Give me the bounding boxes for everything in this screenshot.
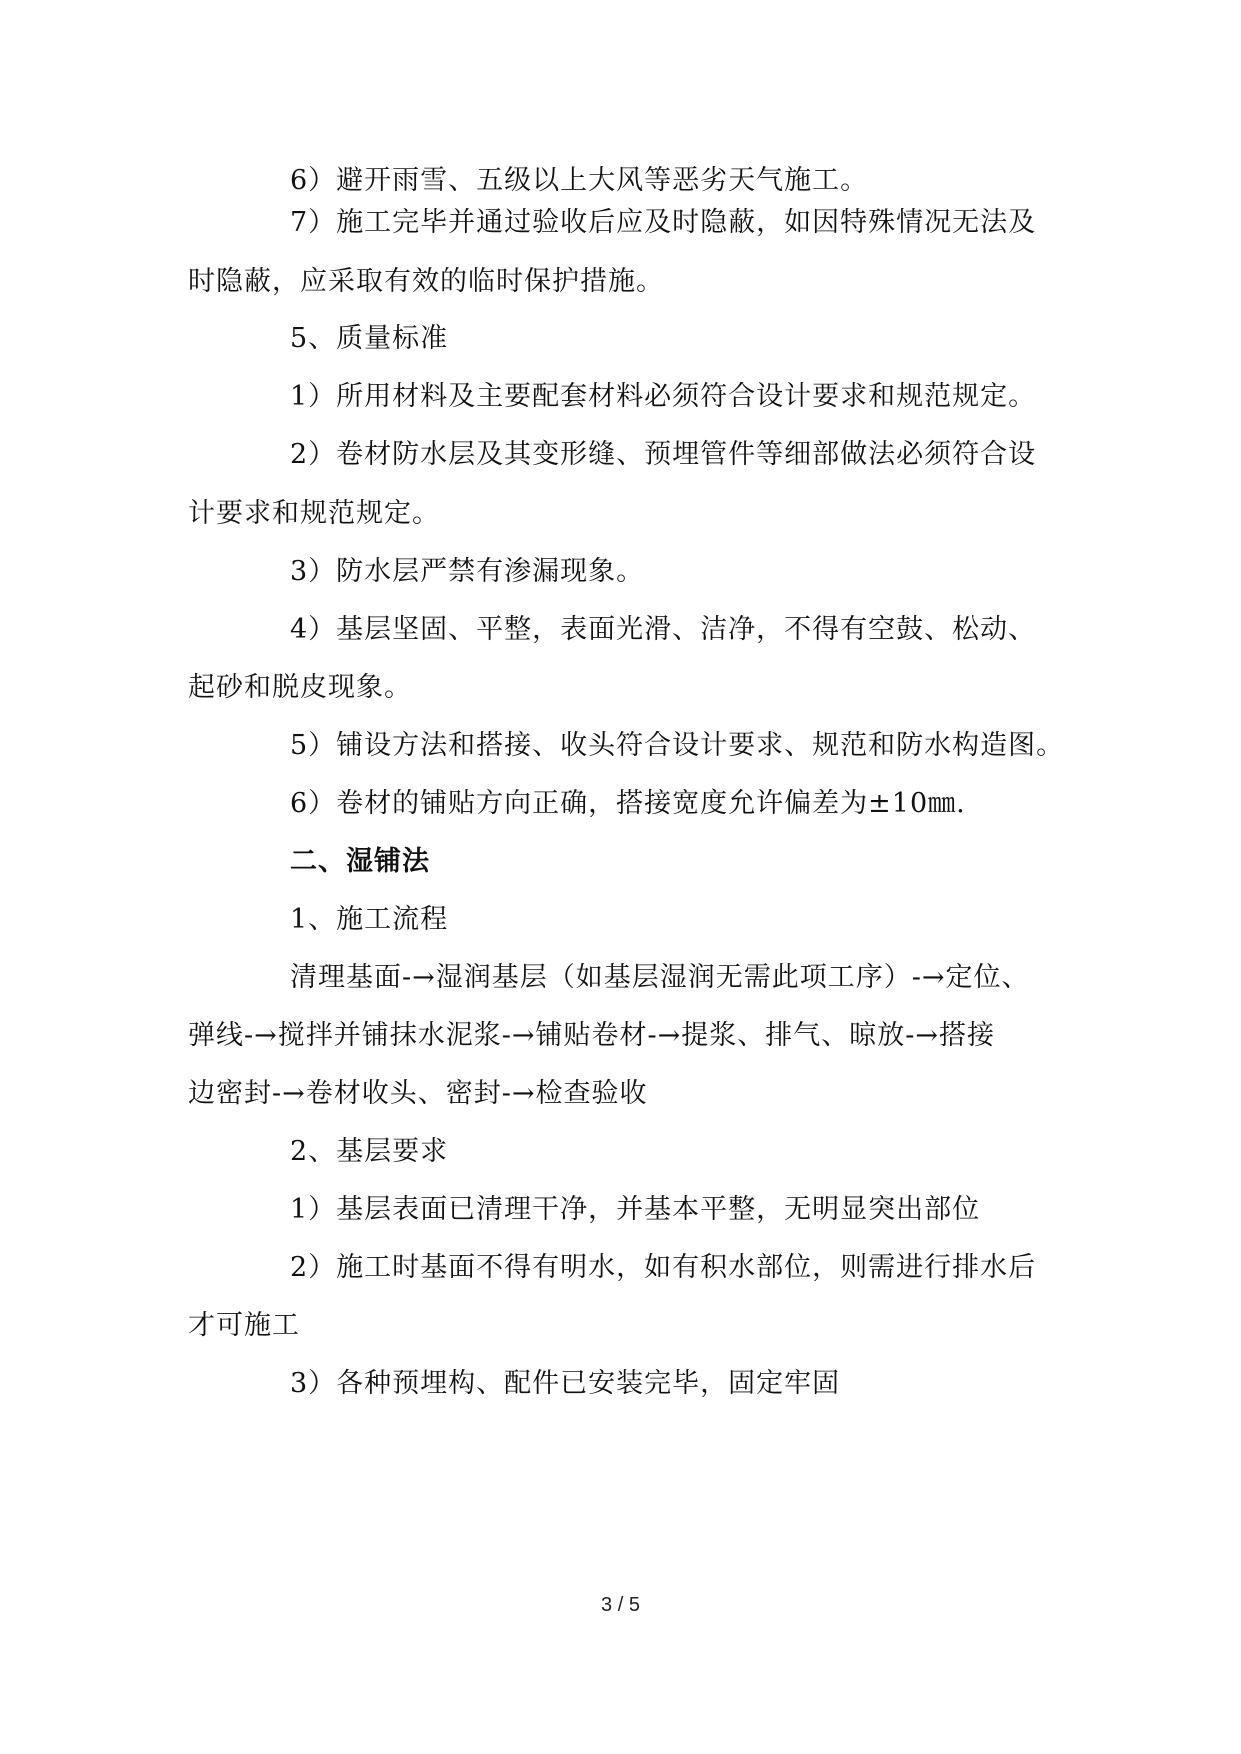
paragraph-line: 1）所用材料及主要配套材料必须符合设计要求和规范规定。 <box>290 381 1037 412</box>
paragraph-line: 才可施工 <box>188 1310 300 1341</box>
paragraph-line: 边密封-→卷材收头、密封-→检查验收 <box>188 1078 648 1109</box>
chapter-heading: 二、湿铺法 <box>290 846 430 877</box>
paragraph-line: 弹线-→搅拌并铺抹水泥浆-→铺贴卷材-→提浆、排气、晾放-→搭接 <box>188 1020 995 1051</box>
paragraph-line: 3）防水层严禁有渗漏现象。 <box>290 556 645 587</box>
section-heading: 5、质量标准 <box>290 323 449 354</box>
paragraph-line: 计要求和规范规定。 <box>188 498 440 529</box>
paragraph-line: 2）施工时基面不得有明水，如有积水部位，则需进行排水后 <box>290 1252 1037 1283</box>
paragraph-line: 2）卷材防水层及其变形缝、预埋管件等细部做法必须符合设 <box>290 439 1037 470</box>
paragraph-line: 4）基层坚固、平整，表面光滑、洁净，不得有空鼓、松动、 <box>290 614 1037 645</box>
paragraph-line: 清理基面-→湿润基层（如基层湿润无需此项工序）-→定位、 <box>290 962 1030 993</box>
paragraph-line: 起砂和脱皮现象。 <box>188 672 412 703</box>
paragraph-line: 3）各种预埋构、配件已安装完毕，固定牢固 <box>290 1368 841 1399</box>
paragraph-line: 5）铺设方法和搭接、收头符合设计要求、规范和防水构造图。 <box>290 730 1065 761</box>
paragraph-line: 6）卷材的铺贴方向正确，搭接宽度允许偏差为±10㎜. <box>290 788 966 819</box>
section-heading: 2、基层要求 <box>290 1136 449 1167</box>
paragraph-line: 6）避开雨雪、五级以上大风等恶劣天气施工。 <box>290 165 869 196</box>
paragraph-line: 时隐蔽，应采取有效的临时保护措施。 <box>188 266 664 297</box>
page-number: 3 / 5 <box>601 1594 640 1616</box>
paragraph-line: 1）基层表面已清理干净，并基本平整，无明显突出部位 <box>290 1194 981 1225</box>
paragraph-line: 7）施工完毕并通过验收后应及时隐蔽，如因特殊情况无法及 <box>290 207 1037 238</box>
section-heading: 1、施工流程 <box>290 904 449 935</box>
